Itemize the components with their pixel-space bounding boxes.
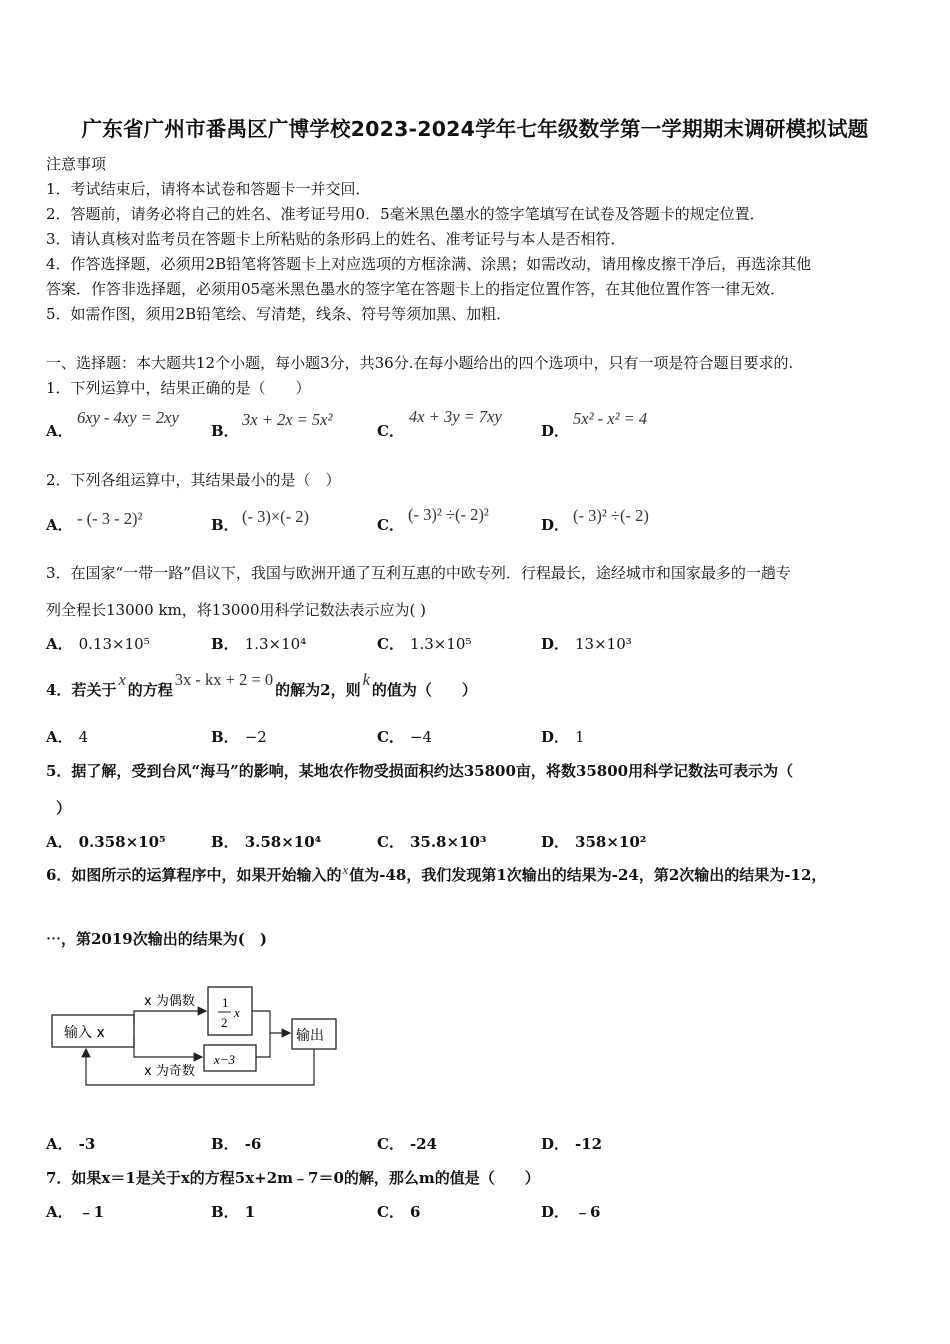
output-label: 输出 [296, 1028, 324, 1044]
question-2-stem: 2．下列各组运算中，其结果最小的是（ ） [46, 471, 341, 489]
q5-option-b[interactable]: B． 3.58×10⁴ [211, 833, 322, 851]
q5-option-c[interactable]: C． 35.8×10³ [377, 833, 487, 851]
q2-option-b[interactable]: B． [211, 516, 239, 534]
notice-item: 2．答题前，请务必将自己的姓名、准考证号用0．5毫米黑色墨水的签字笔填写在试卷及答题卡的规定位置． [46, 205, 765, 223]
q6-option-a[interactable]: A． -3 [46, 1135, 96, 1153]
svg-text:x−3: x−3 [214, 1052, 236, 1067]
q2-option-a[interactable]: A． [46, 516, 73, 534]
notice-item: 4．作答选择题，必须用2B铅笔将答题卡上对应选项的方框涂满、涂黑；如需改动，请用橡皮擦干净后，再选涂其他 [46, 255, 812, 273]
q1-option-a[interactable]: A． [46, 422, 73, 440]
q4-option-c[interactable]: C． −4 [377, 728, 433, 746]
question-6-stem: 6．如图所示的运算程序中，如果开始输入的x值为-48，我们发现第1次输出的结果为-24，第2次输出的结果为-12， [46, 862, 827, 884]
svg-text:x: x [234, 1005, 240, 1020]
q5-option-d[interactable]: D． 358×10² [541, 833, 647, 851]
q5-option-a[interactable]: A． 0.358×10⁵ [46, 833, 166, 851]
q2-option-c-formula: (- 3)² ÷(- 2)² [408, 505, 489, 524]
question-3-stem-cont: 列全程长13000 km，将13000用科学记数法表示应为( ) [46, 601, 426, 619]
q6-option-c[interactable]: C． -24 [377, 1135, 438, 1153]
q2-option-b-formula: (- 3)×(- 2) [242, 507, 310, 526]
question-3-stem: 3．在国家“一带一路”倡议下，我国与欧洲开通了互利互惠的中欧专列．行程最长，途经城市和国家最多的一趟专 [46, 564, 791, 582]
question-6-stem-cont: ⋯，第2019次输出的结果为( ) [46, 930, 267, 948]
q2-option-c[interactable]: C． [377, 516, 404, 534]
q1-option-d[interactable]: D． [541, 422, 570, 440]
odd-label: x 为奇数 [144, 1064, 195, 1079]
var-x: x [118, 670, 126, 689]
q4-option-a[interactable]: A． 4 [46, 728, 89, 746]
notice-item: 3．请认真核对监考员在答题卡上所粘贴的条形码上的姓名、准考证号与本人是否相符． [46, 230, 626, 248]
svg-text:2: 2 [221, 1015, 228, 1030]
q6-option-d[interactable]: D． -12 [541, 1135, 603, 1153]
q2-option-d-formula: (- 3)² ÷(- 2) [573, 506, 649, 525]
q1-option-b[interactable]: B． [211, 422, 239, 440]
question-7-stem: 7．如果x＝1是关于x的方程5x+2m﹣7＝0的解，那么m的值是（ ） [46, 1169, 540, 1187]
notice-item: 1．考试结束后，请将本试卷和答题卡一并交回． [46, 180, 371, 198]
input-label: 输入 x [64, 1025, 105, 1041]
equation: 3x - kx + 2 = 0 [174, 670, 274, 689]
q1-option-d-formula: 5x² - x² = 4 [573, 409, 648, 428]
svg-text:1: 1 [222, 995, 229, 1010]
notice-item: 答案．作答非选择题，必须用05毫米黑色墨水的签字笔在答题卡上的指定位置作答，在其他位置作答一律无效． [46, 280, 786, 298]
page-title: 广东省广州市番禺区广博学校2023-2024学年七年级数学第一学期期末调研模拟试题 [81, 117, 869, 141]
flowchart [40, 975, 350, 1090]
question-4-stem: 4．若关于x的方程3x - kx + 2 = 0的解为2，则k的值为（ ） [46, 670, 477, 699]
q1-option-b-formula: 3x + 2x = 5x² [242, 410, 333, 429]
q7-option-b[interactable]: B． 1 [211, 1203, 256, 1221]
q3-option-b[interactable]: B． 1.3×10⁴ [211, 635, 307, 653]
q4-option-d[interactable]: D． 1 [541, 728, 585, 746]
notice-heading: 注意事项 [46, 155, 107, 173]
q1-option-a-formula: 6xy - 4xy = 2xy [77, 408, 179, 427]
q1-option-c[interactable]: C． [377, 422, 404, 440]
var-x: x [342, 862, 349, 877]
question-1-stem: 1．下列运算中，结果正确的是（ ） [46, 379, 311, 397]
q7-option-d[interactable]: D． ﹣6 [541, 1203, 601, 1221]
q6-option-b[interactable]: B． -6 [211, 1135, 262, 1153]
q3-option-d[interactable]: D． 13×10³ [541, 635, 632, 653]
q7-option-a[interactable]: A． ﹣1 [46, 1203, 105, 1221]
q4-option-b[interactable]: B． −2 [211, 728, 267, 746]
even-label: x 为偶数 [144, 994, 195, 1009]
notice-item: 5．如需作图，须用2B铅笔绘、写清楚，线条、符号等须加黑、加粗． [46, 305, 512, 323]
q1-option-c-formula: 4x + 3y = 7xy [409, 407, 502, 426]
q2-option-d[interactable]: D． [541, 516, 570, 534]
q3-option-c[interactable]: C． 1.3×10⁵ [377, 635, 472, 653]
q2-option-a-formula: - (- 3 - 2)² [77, 509, 143, 528]
q3-option-a[interactable]: A． 0.13×10⁵ [46, 635, 150, 653]
var-k: k [362, 670, 370, 689]
half-box [208, 987, 252, 1035]
question-5-stem-cont: ） [56, 799, 72, 817]
section-heading: 一、选择题：本大题共12个小题，每小题3分，共36分.在每小题给出的四个选项中，只有一项是符合题目要求的. [46, 354, 794, 372]
q7-option-c[interactable]: C． 6 [377, 1203, 421, 1221]
question-5-stem: 5．据了解，受到台风“海马”的影响，某地农作物受损面积约达35800亩，将数35800用科学记数法可表示为（ [46, 762, 794, 780]
